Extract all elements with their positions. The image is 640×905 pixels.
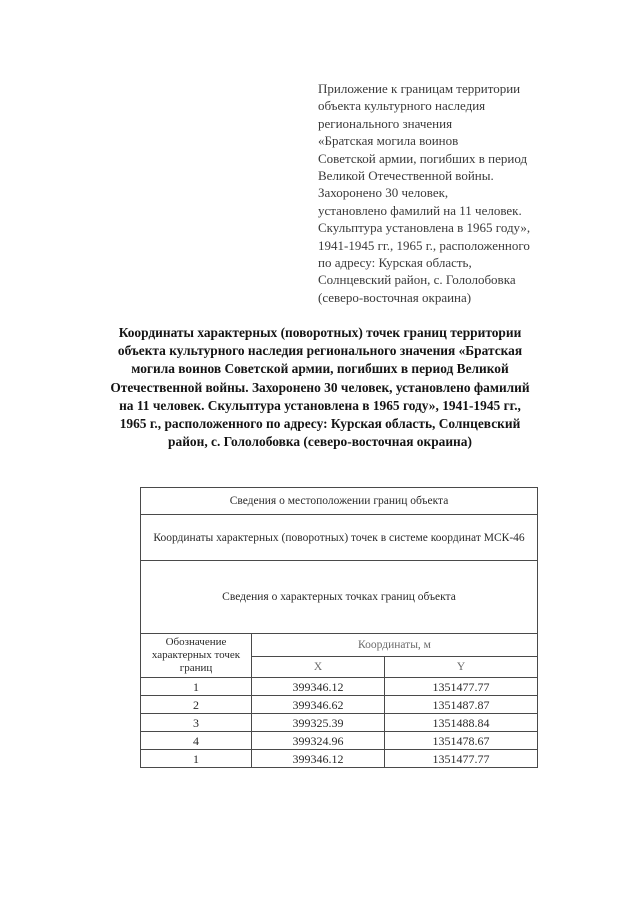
heading-line: район, с. Гололобовка (северо-восточная окраина)	[168, 434, 472, 450]
table-row	[141, 515, 538, 561]
appendix-line: Солнцевский район, с. Гололобовка	[318, 272, 516, 288]
x-cell: 399325.39	[252, 714, 385, 732]
x-cell: 399346.12	[252, 750, 385, 768]
table-row	[141, 696, 538, 714]
coord-system-cell: Координаты характерных (поворотных) точек в системе координат МСК-46	[141, 515, 538, 561]
x-cell: 399346.62	[252, 696, 385, 714]
table-row	[141, 750, 538, 768]
location-title-cell: Сведения о местоположении границ объекта	[141, 488, 538, 515]
table-row	[141, 561, 538, 634]
appendix-line: установлено фамилий на 11 человек.	[318, 202, 522, 218]
coords-header-cell: Координаты, м	[252, 634, 538, 657]
x-cell: 399324.96	[252, 732, 385, 750]
y-header-cell: Y	[385, 657, 538, 678]
point-id-cell: 1	[141, 750, 252, 768]
appendix-line: Захоронено 30 человек,	[318, 185, 449, 201]
heading-line: могила воинов Советской армии, погибших в период Великой	[131, 361, 509, 377]
appendix-line: Скульптура установлена в 1965 году»,	[318, 220, 531, 236]
appendix-line: Советской армии, погибших в период	[318, 150, 528, 166]
appendix-line: (северо-восточная окраина)	[318, 289, 472, 305]
point-id-cell: 1	[141, 678, 252, 696]
heading-line: 1965 г., расположенного по адресу: Курская область, Солнцевский	[119, 416, 521, 432]
document-heading	[78, 324, 562, 451]
appendix-line: объекта культурного наследия	[318, 98, 486, 114]
appendix-line: по адресу: Курская область,	[318, 255, 472, 271]
appendix-line: «Братская могила воинов	[318, 133, 459, 149]
y-cell: 1351488.84	[385, 714, 538, 732]
appendix-line: регионального значения	[318, 115, 453, 131]
table-row	[141, 678, 538, 696]
boundary-coordinates-table	[140, 487, 538, 768]
y-cell: 1351477.77	[385, 678, 538, 696]
heading-line: Координаты характерных (поворотных) точек границ территории	[118, 325, 522, 340]
appendix-line: Приложение к границам территории	[318, 81, 521, 96]
appendix-line: Великой Отечественной войны.	[318, 168, 494, 184]
x-header-cell: X	[252, 657, 385, 678]
appendix-line: 1941-1945 гг., 1965 г., расположенного	[318, 237, 530, 253]
appendix-note	[318, 80, 618, 306]
y-cell: 1351487.87	[385, 696, 538, 714]
heading-line: Отечественной войны. Захоронено 30 человек, установлено фамилий	[110, 379, 530, 395]
point-id-cell: 3	[141, 714, 252, 732]
point-id-cell: 4	[141, 732, 252, 750]
points-title-cell: Сведения о характерных точках границ объекта	[141, 561, 538, 634]
heading-line: объекта культурного наследия регионального значения «Братская	[117, 343, 523, 359]
table-row	[141, 488, 538, 515]
heading-line: на 11 человек. Скульптура установлена в 1965 году», 1941-1945 гг.,	[119, 397, 521, 413]
point-header-cell: Обозначение характерных точек границ	[141, 634, 252, 678]
table-row	[141, 714, 538, 732]
y-cell: 1351477.77	[385, 750, 538, 768]
table-header-row	[141, 634, 538, 657]
y-cell: 1351478.67	[385, 732, 538, 750]
table-row	[141, 732, 538, 750]
point-id-cell: 2	[141, 696, 252, 714]
x-cell: 399346.12	[252, 678, 385, 696]
